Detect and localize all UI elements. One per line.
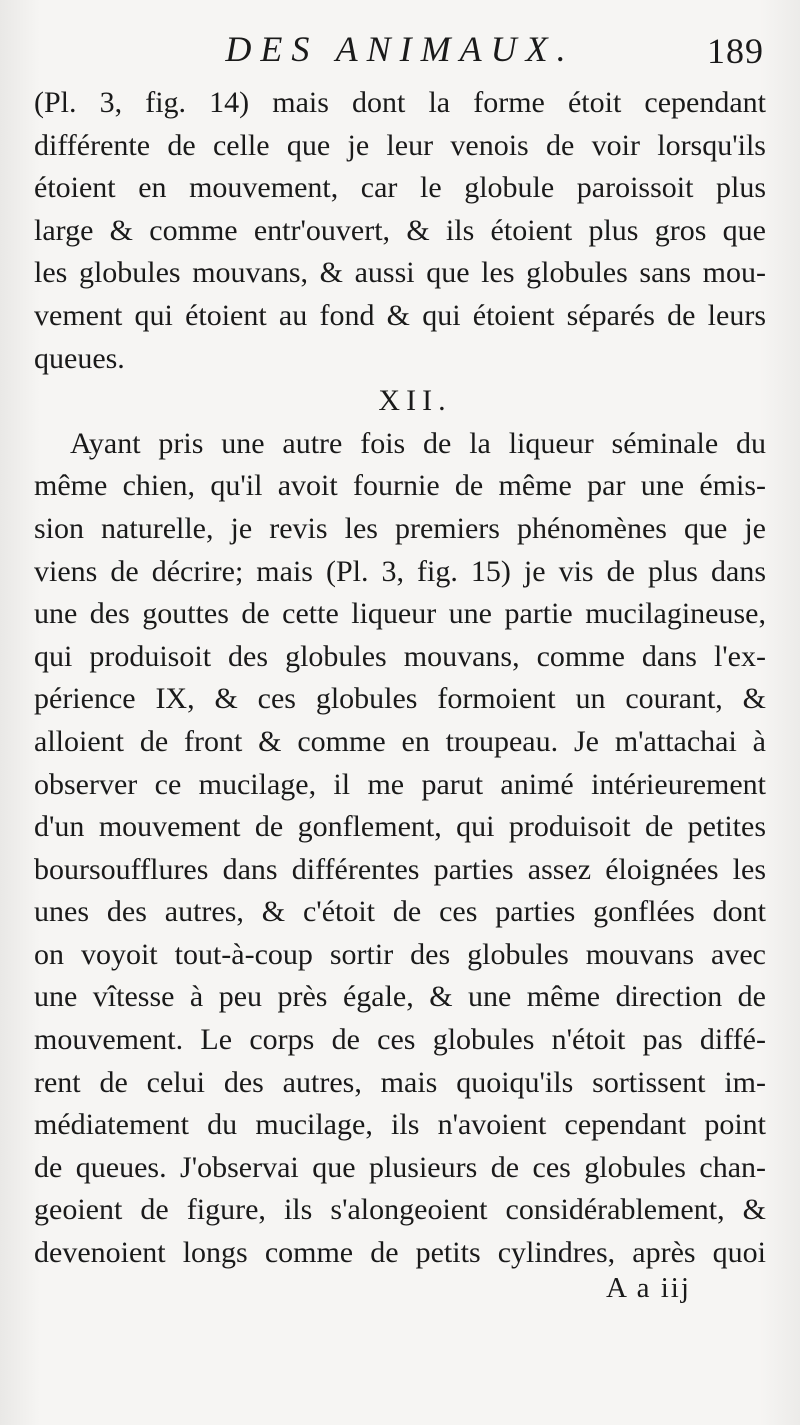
text-line: Ayant pris une autre fois de la liqueur séminale du bbox=[70, 426, 766, 460]
section-heading: XII. bbox=[378, 384, 452, 418]
page-number: 189 bbox=[707, 31, 764, 71]
text-line: boursoufflures dans différentes parties assez éloignées les bbox=[34, 852, 766, 886]
text-line: une des gouttes de cette liqueur une partie mucilagineuse, bbox=[34, 597, 766, 631]
text-line: médiatement du mucilage, ils n'avoient cependant point bbox=[34, 1108, 766, 1142]
text-line: vement qui étoient au fond & qui étoient séparés de leurs bbox=[34, 298, 766, 332]
text-line: les globules mouvans, & aussi que les globules sans mou- bbox=[34, 256, 766, 290]
text-line: viens de décrire; mais (Pl. 3, fig. 15) je vis de plus dans bbox=[34, 554, 766, 588]
text-line: large & comme entr'ouvert, & ils étoient plus gros que bbox=[34, 213, 766, 247]
text-line: différente de celle que je leur venois de voir lorsqu'ils bbox=[34, 128, 766, 162]
text-line: sion naturelle, je revis les premiers phénomènes que je bbox=[34, 511, 766, 545]
text-line: même chien, qu'il avoit fournie de même par une émis- bbox=[34, 469, 766, 503]
text-line: qui produisoit des globules mouvans, comme dans l'ex- bbox=[34, 639, 766, 673]
text-line: on voyoit tout-à-coup sortir des globules mouvans avec bbox=[34, 937, 766, 971]
text-line: devenoient longs comme de petits cylindres, après quoi bbox=[34, 1236, 766, 1270]
text-line: observer ce mucilage, il me parut animé intérieurement bbox=[34, 767, 766, 801]
running-head: DES ANIMAUX. bbox=[225, 29, 575, 69]
text-line: périence IX, & ces globules formoient un courant, & bbox=[34, 682, 766, 716]
text-line: d'un mouvement de gonflement, qui produisoit de petites bbox=[34, 810, 766, 844]
text-line: unes des autres, & c'étoit de ces parties gonflées dont bbox=[34, 895, 766, 929]
text-line: une vîtesse à peu près égale, & une même direction de bbox=[34, 980, 766, 1014]
text-line: alloient de front & comme en troupeau. Je m'attachai à bbox=[34, 724, 766, 758]
text-line: queues. bbox=[34, 341, 125, 375]
text-line: geoient de figure, ils s'alongeoient considérablement, & bbox=[34, 1193, 766, 1227]
text-line: (Pl. 3, fig. 14) mais dont la forme étoit cependant bbox=[34, 86, 766, 119]
body-text bbox=[34, 82, 766, 1275]
text-line: mouvement. Le corps de ces globules n'étoit pas diffé- bbox=[34, 1023, 766, 1057]
text-line: de queues. J'observai que plusieurs de ces globules chan- bbox=[34, 1150, 766, 1184]
signature-catchword: A a iij bbox=[606, 1272, 691, 1304]
text-line: étoient en mouvement, car le globule paroissoit plus bbox=[34, 171, 766, 205]
text-line: rent de celui des autres, mais quoiqu'ils sortissent im- bbox=[34, 1065, 766, 1099]
